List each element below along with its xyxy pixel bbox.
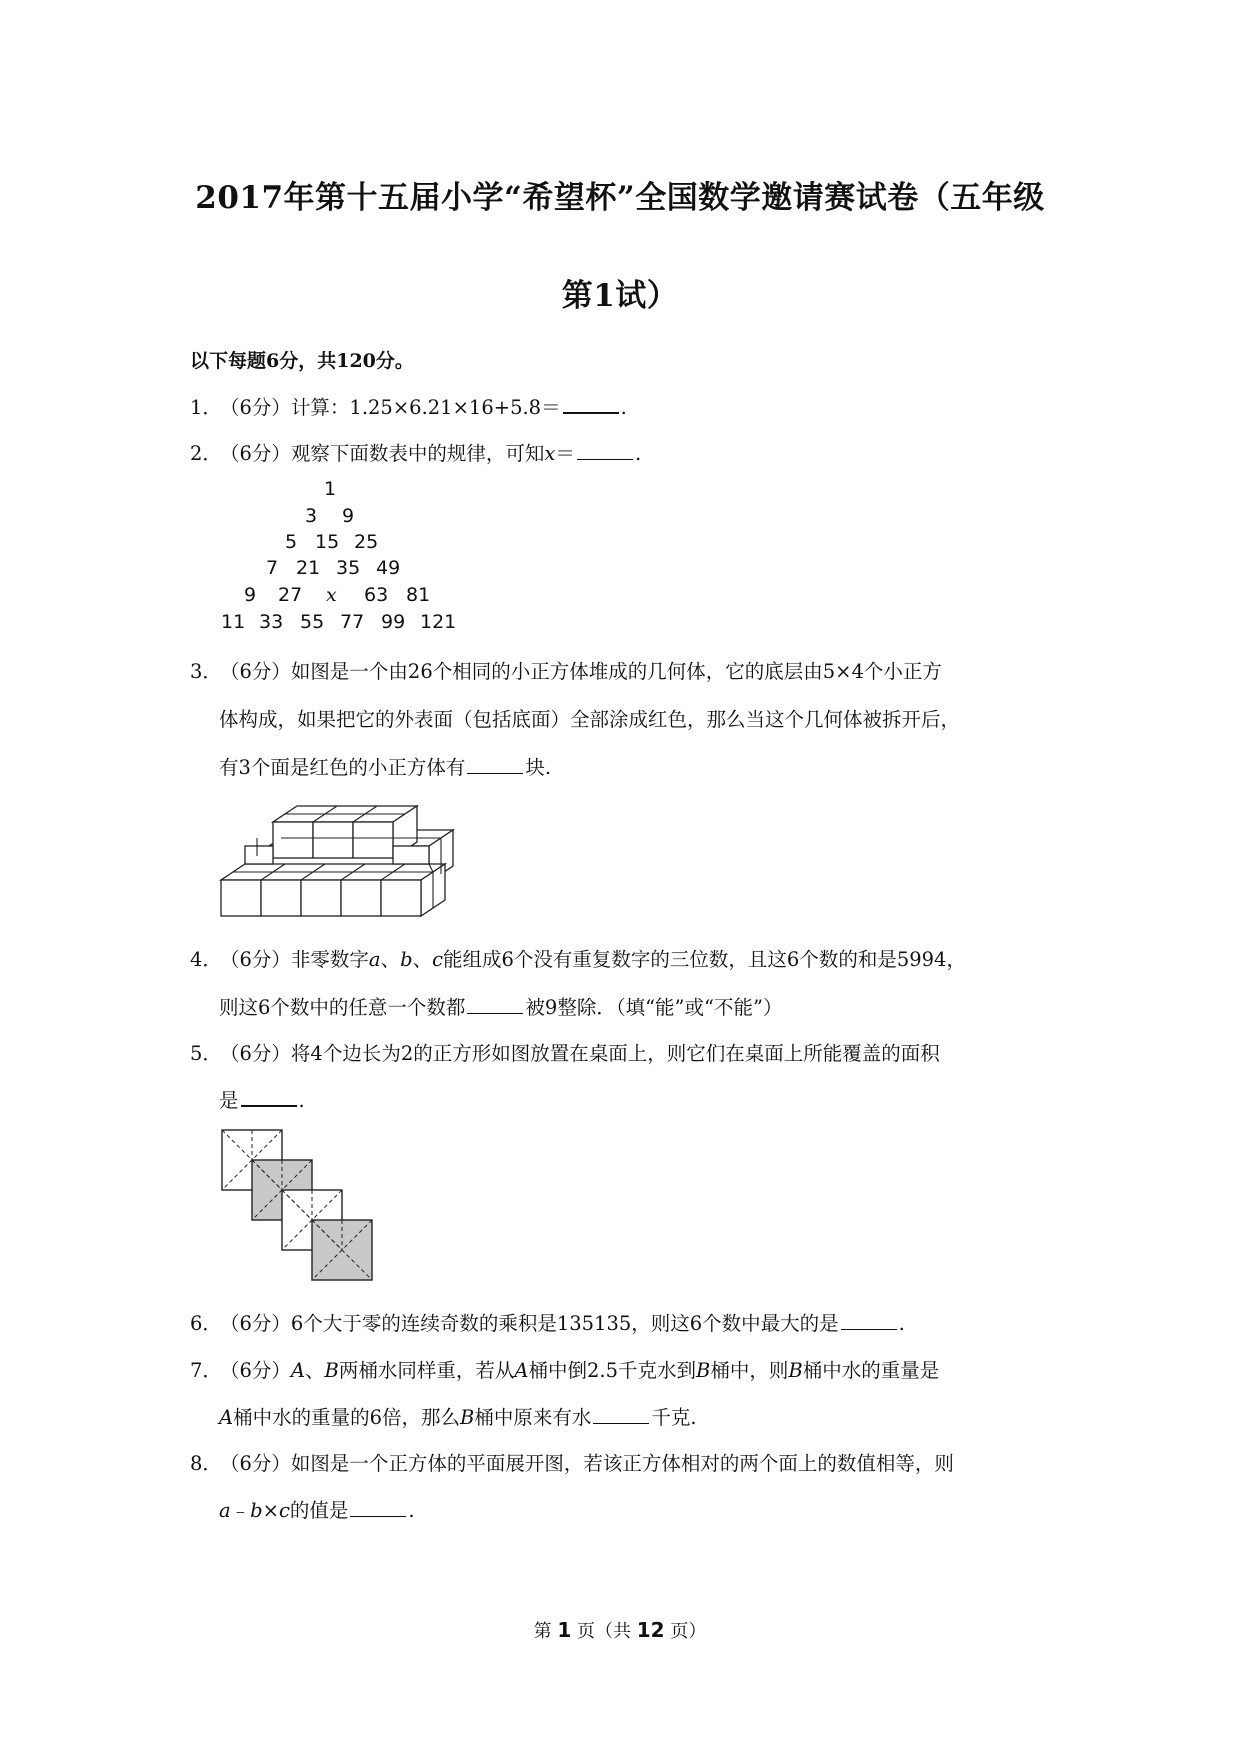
section-intro: 以下每题6分，共120分。 xyxy=(190,350,414,372)
page-footer xyxy=(0,1617,1240,1643)
question-text: 桶中原来有水 xyxy=(474,1406,592,1429)
table-cell: 9 xyxy=(342,505,355,527)
table-cell: 9 xyxy=(244,584,257,606)
table-cell: 27 xyxy=(278,584,303,606)
table-cell: 15 xyxy=(315,531,340,553)
question-text: （6分）观察下面数表中的规律，可知 xyxy=(220,442,545,465)
variable-B: B xyxy=(696,1359,711,1382)
operator: × xyxy=(262,1499,279,1522)
question-number: 1． xyxy=(190,396,222,419)
question-number: 5． xyxy=(190,1042,222,1065)
table-cell-x: x xyxy=(326,584,337,606)
question-text: 能组成6个没有重复数字的三位数，且这6个数的和是5994， xyxy=(443,948,966,971)
footer-text: 页） xyxy=(670,1621,707,1642)
footer-text: 页（共 xyxy=(577,1621,632,1642)
answer-blank xyxy=(467,1012,523,1014)
variable-a: a xyxy=(219,1499,231,1522)
question-end: . xyxy=(620,396,627,419)
table-cell: 99 xyxy=(381,611,406,633)
answer-blank xyxy=(593,1422,649,1424)
table-cell: 1 xyxy=(324,478,337,500)
question-3-line2: 体构成，如果把它的外表面（包括底面）全部涂成红色，那么当这个几何体被拆开后， xyxy=(219,708,961,731)
table-cell: 25 xyxy=(354,531,379,553)
table-cell: 21 xyxy=(296,557,321,579)
question-text: 桶中水的重量的6倍，那么 xyxy=(233,1406,461,1429)
variable-B: B xyxy=(324,1359,339,1382)
question-text: （6分）非零数字 xyxy=(220,948,369,971)
question-1 xyxy=(190,392,627,420)
variable-B: B xyxy=(460,1406,475,1429)
answer-blank xyxy=(563,411,619,414)
question-text: （6分）计算：1.25×6.21×16+5.8＝ xyxy=(220,396,561,419)
answer-blank xyxy=(241,1104,297,1107)
question-text: 两桶水同样重，若从 xyxy=(338,1359,515,1382)
separator: 、 xyxy=(380,948,401,971)
question-8-line2 xyxy=(219,1495,415,1523)
question-text: （6分）如图是一个由26个相同的小正方体堆成的几何体，它的底层由5×4个小正方 xyxy=(220,660,942,683)
variable-A: A xyxy=(219,1406,234,1429)
question-7 xyxy=(190,1355,939,1383)
variable-c: c xyxy=(432,948,443,971)
question-text: 有3个面是红色的小正方体有 xyxy=(219,756,466,779)
page-number: 1 xyxy=(557,1618,572,1642)
footer-text: 第 xyxy=(533,1621,552,1642)
variable-c: c xyxy=(278,1499,290,1522)
question-3-line3 xyxy=(219,752,551,780)
table-cell: 121 xyxy=(420,611,457,633)
question-number: 2． xyxy=(190,442,222,465)
question-text: 桶中水的重量是 xyxy=(802,1359,940,1382)
table-cell: 81 xyxy=(406,584,431,606)
variable-A: A xyxy=(290,1359,306,1382)
table-cell: 7 xyxy=(266,557,279,579)
question-text: （6分）如图是一个正方体的平面展开图，若该正方体相对的两个面上的数值相等，则 xyxy=(220,1452,954,1475)
question-7-line2 xyxy=(219,1402,697,1430)
total-pages: 12 xyxy=(636,1618,665,1642)
question-end: . xyxy=(898,1312,905,1335)
variable-A: A xyxy=(514,1359,529,1382)
question-text: 则这6个数中的任意一个数都 xyxy=(219,996,466,1019)
question-text: （6分）6个大于零的连续奇数的乘积是135135，则这6个数中最大的是 xyxy=(220,1312,839,1335)
question-end: . xyxy=(408,1499,415,1522)
variable-a: a xyxy=(368,948,381,971)
question-text: ＝ xyxy=(555,442,575,465)
variable-b: b xyxy=(250,1499,263,1522)
question-number: 4． xyxy=(190,948,222,971)
variable-x: x xyxy=(544,442,556,465)
question-text: 是 xyxy=(219,1089,239,1112)
question-text: 桶中，则 xyxy=(710,1359,789,1382)
variable-B: B xyxy=(788,1359,803,1382)
question-4 xyxy=(190,944,966,972)
cube-stack-figure xyxy=(215,796,475,918)
question-text: 桶中倒2.5千克水到 xyxy=(528,1359,696,1382)
table-cell: 49 xyxy=(376,557,401,579)
question-number: 6． xyxy=(190,1312,222,1335)
table-cell: 35 xyxy=(336,557,361,579)
answer-blank xyxy=(350,1515,406,1517)
table-cell: 77 xyxy=(340,611,365,633)
table-cell: 33 xyxy=(259,611,284,633)
question-2 xyxy=(190,438,641,466)
question-text: 被9整除．（填“能”或“不能”） xyxy=(525,996,783,1019)
question-end: . xyxy=(298,1089,305,1112)
question-number: 7． xyxy=(190,1359,222,1382)
question-text: （6分） xyxy=(220,1359,291,1382)
question-end: . xyxy=(634,442,642,465)
question-6 xyxy=(190,1308,905,1336)
answer-blank xyxy=(467,772,523,774)
question-number: 3． xyxy=(190,660,222,683)
question-text: 、 xyxy=(305,1359,325,1382)
answer-blank xyxy=(841,1328,897,1330)
table-cell: 55 xyxy=(300,611,325,633)
table-cell: 5 xyxy=(285,531,298,553)
question-4-line2 xyxy=(219,992,782,1020)
question-3 xyxy=(190,656,942,684)
question-5-line2 xyxy=(219,1085,305,1113)
table-cell: 63 xyxy=(364,584,389,606)
number-triangle xyxy=(218,478,468,638)
question-text: （6分）将4个边长为2的正方形如图放置在桌面上，则它们在桌面上所能覆盖的面积 xyxy=(220,1042,940,1065)
question-text: 的值是 xyxy=(289,1499,349,1522)
page-title-line1: 2017年第十五届小学“希望杯”全国数学邀请赛试卷（五年级 xyxy=(195,180,1045,216)
variable-b: b xyxy=(400,948,413,971)
question-5 xyxy=(190,1038,940,1066)
question-8 xyxy=(190,1448,954,1476)
question-text: 块. xyxy=(525,756,552,779)
table-cell: 3 xyxy=(305,505,318,527)
separator: 、 xyxy=(412,948,433,971)
question-number: 8． xyxy=(190,1452,222,1475)
page-title-line2: 第1试） xyxy=(561,278,679,314)
overlapping-squares-figure xyxy=(220,1128,380,1286)
table-cell: 11 xyxy=(221,611,246,633)
answer-blank xyxy=(577,458,633,460)
question-text: 千克. xyxy=(651,1406,697,1429)
operator: ﹣ xyxy=(230,1499,251,1522)
